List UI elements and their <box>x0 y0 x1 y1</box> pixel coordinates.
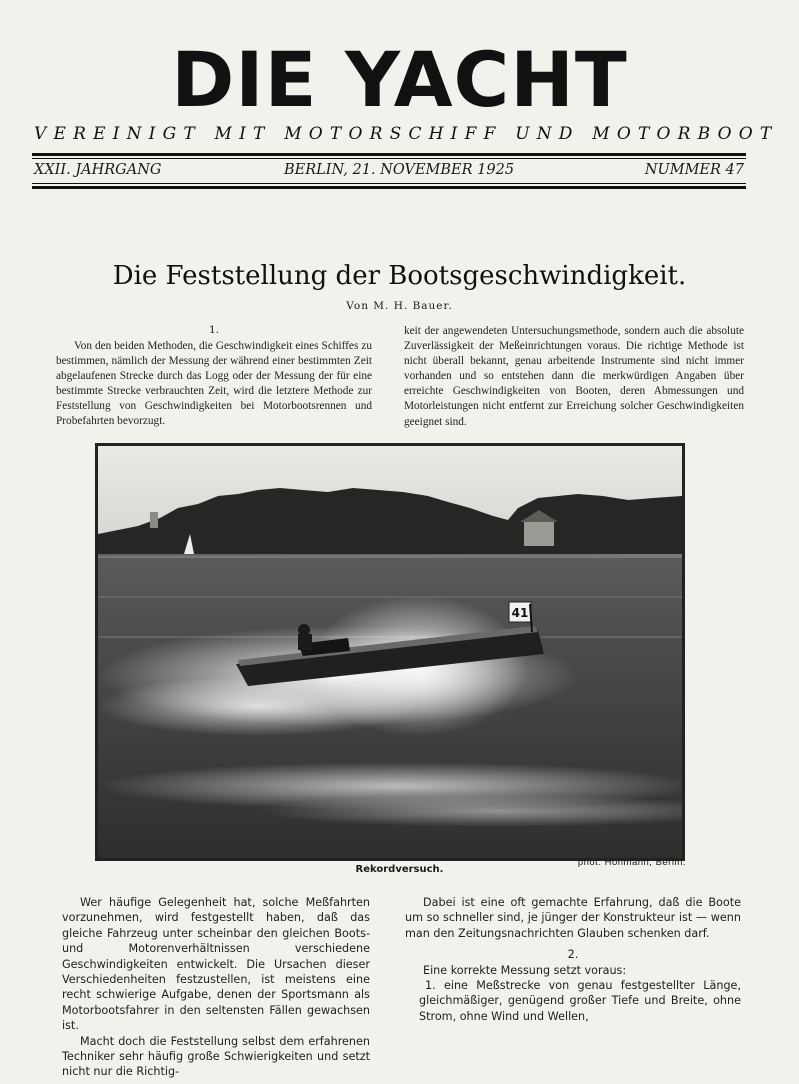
column-right-bottom <box>405 895 741 1024</box>
column-right-top <box>404 324 744 430</box>
photo-caption: Rekordversuch. <box>355 864 444 875</box>
paragraph: Macht doch die Feststellung selbst dem erfahrenen Techniker sehr häufig große Schwierigkeiten und setzt nicht nur die Richtig- <box>62 1034 370 1079</box>
section-number-1: 1. <box>208 324 220 336</box>
paragraph: keit der angewendeten Untersuchungsmethode, sondern auch die absolute Zuverlässigkeit der Meßeinrichtungen voraus. Die richtige Methode ist nicht überall bekannt, genau arbeitende Instrumente sind nicht immer vorhanden und so entstehen dann die merkwürdigen Angaben über erreichte Geschwindigkeiten von Booten, deren Abmessungen und Motorleistungen nicht entfernt zur Erreichung solcher Geschwindigkeiten geeignet sind. <box>404 325 744 428</box>
issue-info-row <box>34 162 744 182</box>
article-byline: Von M. H. Bauer. <box>346 300 453 312</box>
masthead-subtitle: VEREINIGT MIT MOTORSCHIFF UND MOTORBOOT <box>34 124 779 144</box>
section-number-2: 2. <box>567 948 579 962</box>
article-title: Die Feststellung der Bootsgeschwindigkeit. <box>112 261 687 291</box>
paragraph: Von den beiden Methoden, die Geschwindigkeit eines Schiffes zu bestimmen, nämlich der Messung der während einer bestimmten Zeit abgelaufenen Strecke durch das Logg oder der Messung der für eine bestimmte Strecke verbrauchten Zeit, wird die letztere Methode zur Feststellung von Geschwindigkeiten bei Motorbootsrennen und Probefahrten bevorzugt. <box>56 340 372 428</box>
list-item: 1. eine Meßstrecke von genau festgestellter Länge, gleichmäßiger, genügend großer Tiefe und Breite, ohne Strom, ohne Wind und Wellen, <box>419 979 741 1023</box>
issue-number: NUMMER 47 <box>644 162 744 178</box>
paragraph: Dabei ist eine oft gemachte Erfahrung, daß die Boote um so schneller sind, je jünger der Konstrukteur ist — wenn man den Zeitungsnachrichten Glauben schenken darf. <box>405 896 741 940</box>
column-left-top <box>56 339 372 430</box>
volume-label: XXII. JAHRGANG <box>34 162 162 178</box>
photo-credit: phot. Hohmann, Berlin. <box>577 857 686 868</box>
paragraph: Wer häufige Gelegenheit hat, solche Meßfahrten vorzunehmen, wird festgestellt haben, daß das gleiche Fahrzeug unter scheinbar den gleichen Boots- und Motorenverhältnissen verschiedene Geschwindigkeiten entwickelt. Die Ursachen dieser Verschiedenheiten festzustellen, ist meistens eine recht schwierige Aufgabe, denen der Sportsmann als Motorbootsfahrer in den seltensten Fällen gewachsen ist. <box>62 896 370 1033</box>
photo-speedboat <box>95 443 685 861</box>
photo-image <box>98 446 682 858</box>
rule-bottom-thick <box>32 186 746 189</box>
rule-top-thin <box>32 158 746 159</box>
boat-number-label: 41 <box>511 606 529 620</box>
date-label: BERLIN, 21. NOVEMBER 1925 <box>284 162 515 178</box>
column-left-bottom <box>62 895 370 1080</box>
masthead-title: DIE YACHT <box>171 35 628 124</box>
rule-bottom-thin <box>32 183 746 184</box>
rule-top-thick <box>32 153 746 156</box>
paragraph: Eine korrekte Messung setzt voraus: <box>423 963 627 977</box>
